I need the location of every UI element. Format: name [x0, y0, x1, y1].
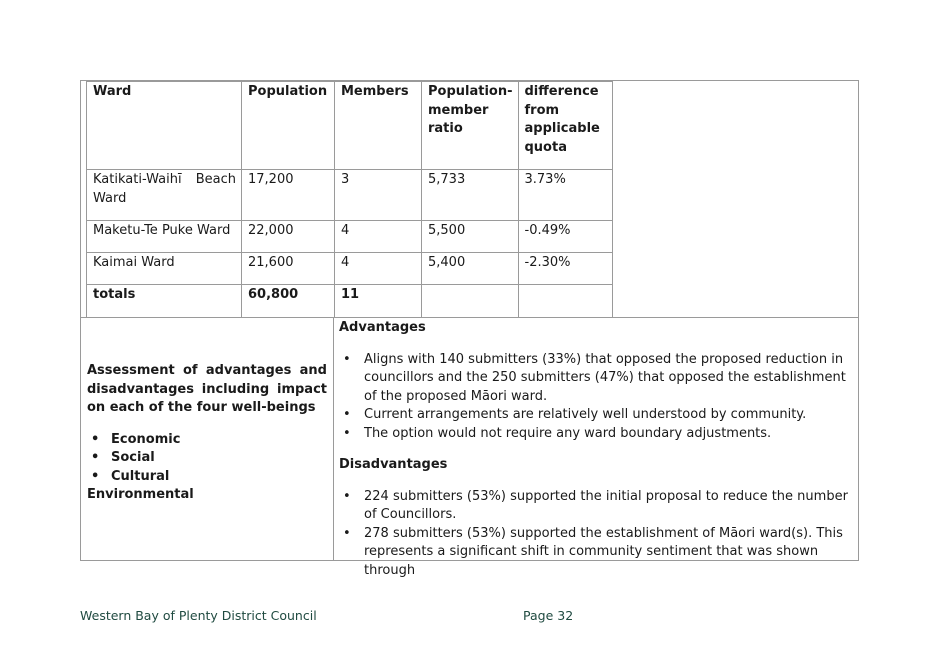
difference-cell: -2.30% — [518, 253, 612, 285]
list-item: • Current arrangements are relatively well understood by community. — [339, 406, 849, 425]
members-cell: 4 — [335, 253, 422, 285]
ratio-cell: 5,733 — [422, 170, 519, 221]
difference-cell: -0.49% — [518, 221, 612, 253]
totals-ratio — [422, 285, 519, 318]
ward-table-header-row — [87, 82, 613, 170]
disadvantages-title: Disadvantages — [339, 457, 448, 472]
header-population-member-ratio: Population-member ratio — [422, 82, 519, 170]
assessment-cell — [87, 362, 327, 505]
population-cell: 21,600 — [242, 253, 335, 285]
advantages-title: Advantages — [339, 320, 426, 335]
totals-label: totals — [87, 285, 242, 318]
ward-name-cell: Kaimai Ward — [87, 253, 242, 285]
list-item: • Social — [87, 449, 327, 468]
list-item: • Economic — [87, 431, 327, 450]
population-cell: 17,200 — [242, 170, 335, 221]
list-item: • 224 submitters (53%) supported the initial proposal to reduce the number of Councillors. — [339, 488, 849, 525]
table-row — [87, 221, 613, 253]
header-difference-from-quota: difference from applicable quota — [518, 82, 612, 170]
advantages-list — [339, 351, 849, 444]
list-item: • Aligns with 140 submitters (33%) that opposed the proposed reduction in councillors and the 250 submitters (47%) that opposed the establishment of the proposed Māori ward. — [339, 351, 849, 407]
advantages-disadvantages-cell — [339, 319, 849, 578]
list-item: • The option would not require any ward boundary adjustments. — [339, 425, 849, 444]
totals-row — [87, 285, 613, 318]
difference-cell: 3.73% — [518, 170, 612, 221]
footer-organisation: Western Bay of Plenty District Council — [80, 608, 317, 623]
list-item: • Cultural — [87, 468, 327, 487]
members-cell: 4 — [335, 221, 422, 253]
totals-difference — [518, 285, 612, 318]
disadvantages-list — [339, 488, 849, 581]
row-divider — [80, 317, 859, 318]
footer-page-number: Page 32 — [523, 608, 574, 623]
column-divider — [333, 317, 334, 561]
wellbeings-list — [87, 431, 327, 487]
totals-members: 11 — [335, 285, 422, 318]
population-cell: 22,000 — [242, 221, 335, 253]
ward-table — [86, 81, 613, 318]
ward-name-cell: Katikati-Waihī Beach Ward — [87, 170, 242, 221]
ward-name-cell: Maketu-Te Puke Ward — [87, 221, 242, 253]
ratio-cell: 5,500 — [422, 221, 519, 253]
list-item: • 278 submitters (53%) supported the establishment of Māori ward(s). This represents a significant shift in community sentiment that was shown through — [339, 525, 849, 581]
header-ward: Ward — [87, 82, 242, 170]
table-row — [87, 170, 613, 221]
ratio-cell: 5,400 — [422, 253, 519, 285]
wellbeing-environmental: Environmental — [87, 487, 194, 502]
header-members: Members — [335, 82, 422, 170]
totals-population: 60,800 — [242, 285, 335, 318]
members-cell: 3 — [335, 170, 422, 221]
table-row — [87, 253, 613, 285]
assessment-heading: Assessment of advantages and disadvantages including impact on each of the four well-beings — [87, 363, 327, 415]
header-population: Population — [242, 82, 335, 170]
